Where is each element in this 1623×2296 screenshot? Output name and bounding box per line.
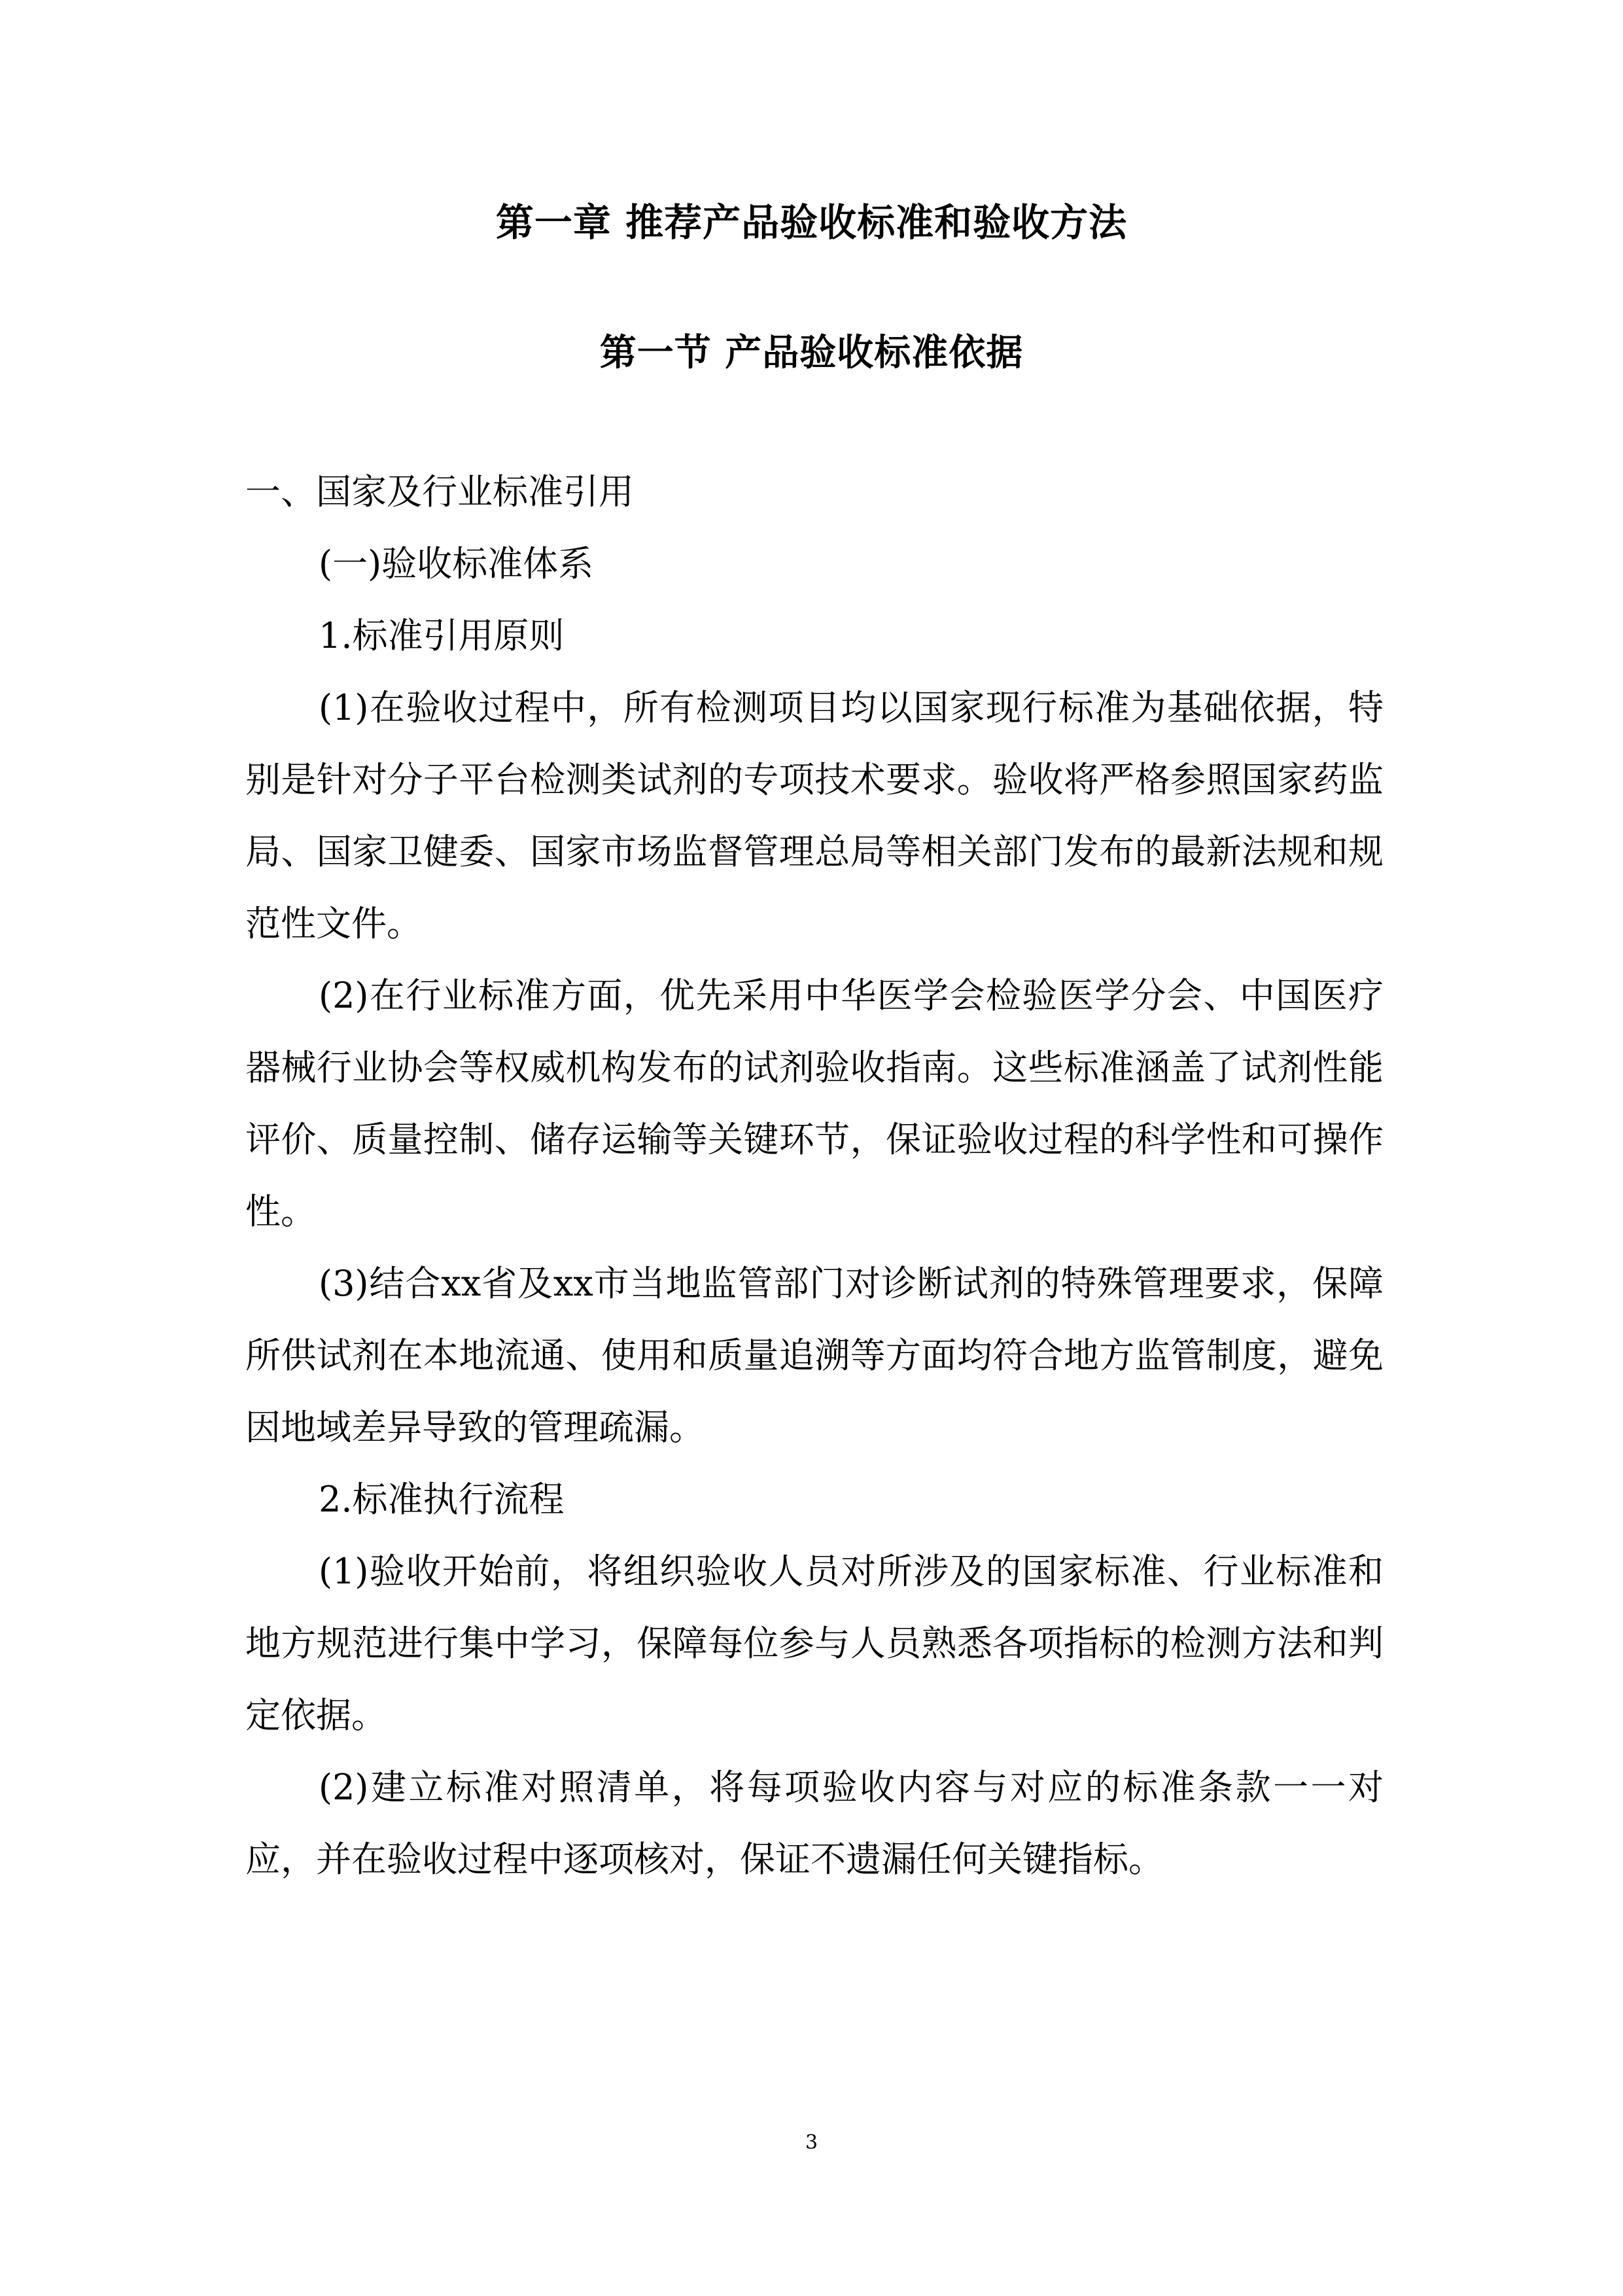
heading-level2: (一)验收标准体系 [319,543,594,584]
paragraph: (3)结合xx省及xx市当地监管部门对诊断试剂的特殊管理要求，保障所供试剂在本地流通、使用和质量追溯等方面均符合地方监管制度，避免因地域差异导致的管理疏漏。 [245,1263,1384,1448]
paragraph: (2)建立标准对照清单，将每项验收内容与对应的标准条款一一对应，并在验收过程中逐项核对，保证不遗漏任何关键指标。 [245,1767,1384,1880]
subsection-heading: 2.标准执行流程 [319,1479,565,1520]
heading-level1: 一、国家及行业标准引用 [245,471,634,512]
document-body [245,456,1384,1896]
chapter-title: 第一章 推荐产品验收标准和验收方法 [495,200,1128,245]
section-title: 第一节 产品验收标准依据 [599,332,1024,374]
subsection-heading: 1.标准引用原则 [319,615,565,656]
page-number: 3 [805,2131,818,2154]
paragraph: (2)在行业标准方面，优先采用中华医学会检验医学分会、中国医疗器械行业协会等权威机构发布的试剂验收指南。这些标准涵盖了试剂性能评价、质量控制、储存运输等关键环节，保证验收过程的科学性和可操作性。 [245,975,1384,1232]
paragraph: (1)在验收过程中，所有检测项目均以国家现行标准为基础依据，特别是针对分子平台检测类试剂的专项技术要求。验收将严格参照国家药监局、国家卫健委、国家市场监督管理总局等相关部门发布的最新法规和规范性文件。 [245,687,1384,944]
paragraph: (1)验收开始前，将组织验收人员对所涉及的国家标准、行业标准和地方规范进行集中学习，保障每位参与人员熟悉各项指标的检测方法和判定依据。 [245,1551,1384,1736]
